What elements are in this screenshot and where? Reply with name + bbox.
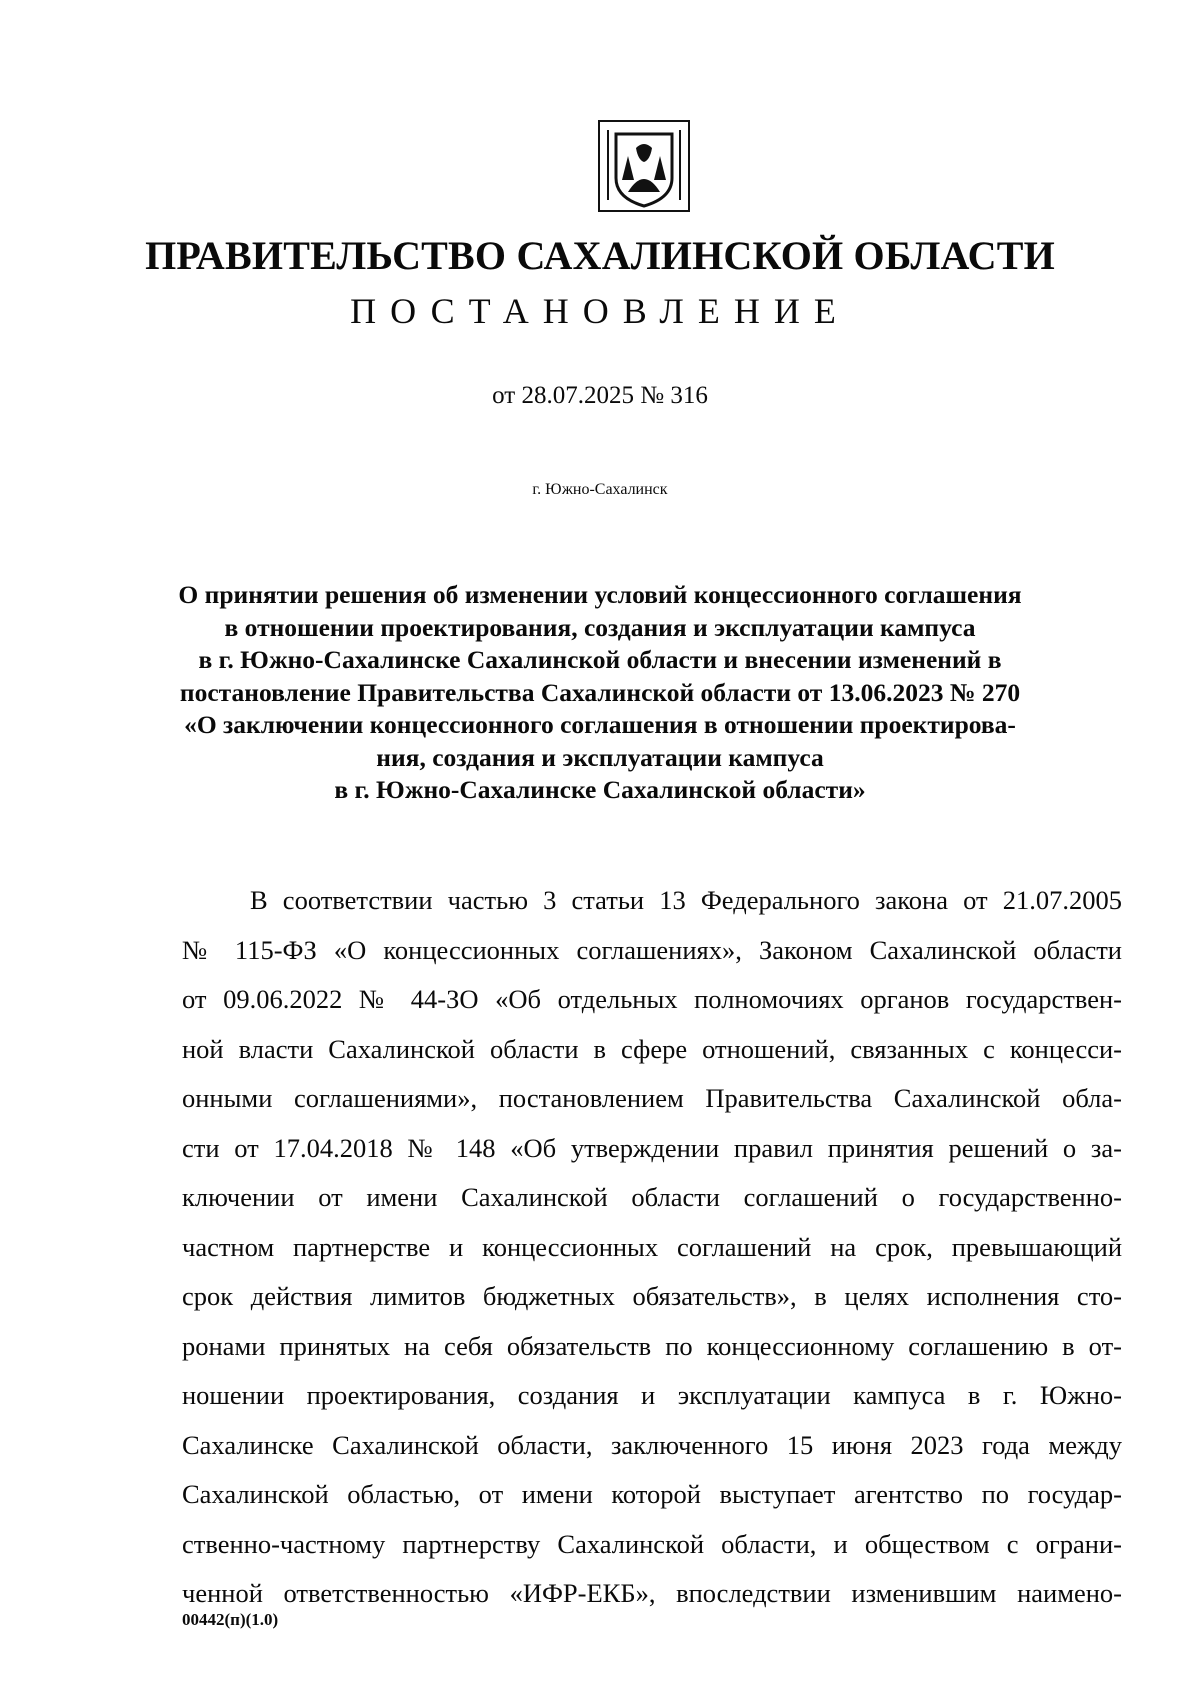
- body-line: ственно-частному партнерству Сахалинской области, и обществом с ограни-: [182, 1528, 1122, 1559]
- title-line: постановление Правительства Сахалинской области от 13.06.2023 № 270: [179, 677, 1021, 707]
- title-line: в г. Южно-Сахалинске Сахалинской области и внесении изменений в: [198, 645, 1002, 674]
- body-line: ронами принятых на себя обязательств по концессионному соглашению в от-: [182, 1330, 1122, 1361]
- body-line: В соответствии частью 3 статьи 13 Федерального закона от 21.07.2005: [250, 885, 1122, 915]
- title-line: О принятии решения об изменении условий концессионного соглашения: [178, 580, 1022, 609]
- body-line: частном партнерстве и концессионных соглашений на срок, превышающий: [182, 1231, 1122, 1262]
- body-line: сти от 17.04.2018 № 148 «Об утверждении правил принятия решений о за-: [182, 1132, 1122, 1163]
- document-title: [150, 579, 1050, 807]
- organization-name: ПРАВИТЕЛЬСТВО САХАЛИНСКОЙ ОБЛАСТИ: [145, 233, 1055, 278]
- body-line: срок действия лимитов бюджетных обязательств», в целях исполнения сто-: [182, 1281, 1122, 1311]
- title-line: в г. Южно-Сахалинске Сахалинской области»: [334, 775, 866, 804]
- body-line: Сахалинской областью, от имени которой выступает агентство по государ-: [182, 1479, 1122, 1509]
- document-code: 00442(п)(1.0): [182, 1610, 279, 1629]
- body-line: ключении от имени Сахалинской области соглашений о государственно-: [182, 1182, 1122, 1212]
- body-line: Сахалинске Сахалинской области, заключенного 15 июня 2023 года между: [182, 1429, 1122, 1460]
- title-line: «О заключении концессионного соглашения в отношении проектирова-: [184, 710, 1016, 739]
- body-line: ченной ответственностью «ИФР-ЕКБ», впоследствии изменившим наимено-: [182, 1578, 1122, 1608]
- body-line: № 115-ФЗ «О концессионных соглашениях», Законом Сахалинской области: [182, 934, 1122, 965]
- document-type: ПОСТАНОВЛЕНИЕ: [350, 291, 850, 331]
- sakhalin-coat-of-arms-icon: [598, 120, 690, 212]
- body-line: от 09.06.2022 № 44-ЗО «Об отдельных полномочиях органов государствен-: [182, 984, 1122, 1014]
- body-line: ной власти Сахалинской области в сфере отношений, связанных с концесси-: [182, 1033, 1122, 1064]
- document-city: г. Южно-Сахалинск: [532, 481, 668, 498]
- body-line: онными соглашениями», постановлением Правительства Сахалинской обла-: [182, 1083, 1122, 1113]
- title-line: ния, создания и эксплуатации кампуса: [376, 742, 824, 772]
- body-paragraph: [182, 876, 1122, 1619]
- document-date-number: от 28.07.2025 № 316: [492, 382, 708, 409]
- body-line: ношении проектирования, создания и эксплуатации кампуса в г. Южно-: [182, 1380, 1122, 1410]
- title-line: в отношении проектирования, создания и эксплуатации кампуса: [224, 612, 976, 642]
